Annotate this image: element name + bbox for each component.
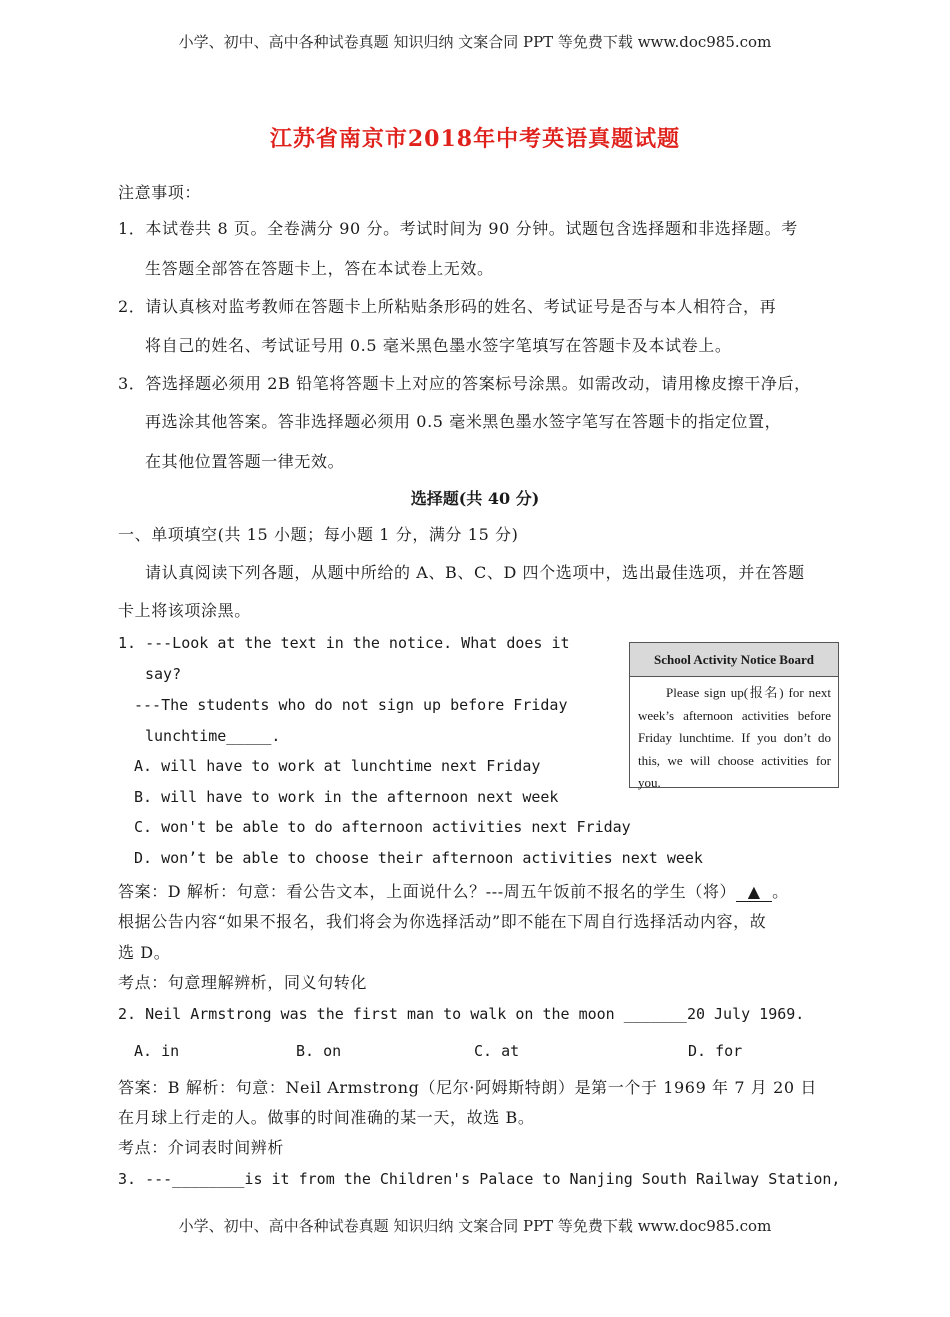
notice-board-header: School Activity Notice Board [630, 643, 838, 677]
q2-answer-line-2: 在月球上行走的人。做事的时间准确的某一天，故选 B。 [118, 1108, 535, 1127]
note-item-1-line-2: 生答题全部答在答题卡上，答在本试卷上无效。 [145, 259, 494, 278]
answer-blank: ▲ [736, 882, 772, 902]
note-item-3-line-1: 3．答选择题必须用 2B 铅笔将答题卡上对应的答案标号涂黑。如需改动，请用橡皮擦干净后， [118, 374, 811, 393]
q1-answer-text: 答案：D 解析：句意：看公告文本，上面说什么？---周五午饭前不报名的学生（将） [118, 882, 737, 901]
q2-option-a: A. in [134, 1042, 180, 1060]
note-item-2-line-2: 将自己的姓名、考试证号用 0.5 毫米黑色墨水签字笔填写在答题卡及本试卷上。 [145, 336, 732, 355]
note-item-3-line-2: 再选涂其他答案。答非选择题必须用 0.5 毫米黑色墨水签字笔写在答题卡的指定位置， [145, 412, 782, 431]
q3-stem: 3. ---________is it from the Children's Palace to Nanjing South Railway Station, [118, 1170, 841, 1188]
page-title: 江苏省南京市2018年中考英语真题试题 [269, 126, 681, 152]
q1-stem-line-4: lunchtime_____. [145, 727, 281, 745]
q1-answer-line-3: 选 D。 [118, 943, 171, 962]
q2-option-c: C. at [474, 1042, 520, 1060]
q1-stem-line-1: 1. ---Look at the text in the notice. What does it [118, 634, 570, 652]
q1-stem-line-3: ---The students who do not sign up before Friday [134, 696, 568, 714]
q1-answer-line-1 [118, 879, 789, 902]
q1-key-point: 考点：句意理解辨析，同义句转化 [118, 973, 368, 992]
q2-answer-line-1: 答案：B 解析：句意：Neil Armstrong（尼尔·阿姆斯特朗）是第一个于 1969 年 7 月 20 日 [118, 1078, 817, 1097]
q2-option-b: B. on [296, 1042, 342, 1060]
q2-option-d: D. for [688, 1042, 743, 1060]
footer-banner: 小学、初中、高中各种试卷真题 知识归纳 文案合同 PPT 等免费下载 www.doc985.com [178, 1217, 772, 1235]
notice-board-body: Please sign up(报名) for next week’s afternoon activities before Friday lunchtime. If you don’t do this, we will choose activities for you. [638, 685, 831, 790]
q1-answer-end: 。 [772, 882, 789, 901]
note-item-1-line-1: 1．本试卷共 8 页。全卷满分 90 分。考试时间为 90 分钟。试题包含选择题和非选择题。考 [118, 219, 798, 238]
q1-option-c: C. won't be able to do afternoon activities next Friday [134, 818, 631, 836]
q2-key-point: 考点：介词表时间辨析 [118, 1138, 285, 1157]
section-heading: 选择题(共 40 分) [410, 489, 540, 508]
q1-option-a: A. will have to work at lunchtime next Friday [134, 757, 541, 775]
note-item-2-line-1: 2．请认真核对监考教师在答题卡上所粘贴条形码的姓名、考试证号是否与本人相符合，再 [118, 297, 777, 316]
instructions-line-2: 卡上将该项涂黑。 [118, 601, 251, 620]
q1-answer-line-2: 根据公告内容“如果不报名，我们将会为你选择活动”即不能在下周自行选择活动内容，故 [118, 912, 767, 931]
q1-stem-line-2: say? [145, 665, 182, 683]
header-banner: 小学、初中、高中各种试卷真题 知识归纳 文案合同 PPT 等免费下载 www.doc985.com [178, 33, 772, 51]
notice-board [629, 642, 839, 788]
note-item-3-line-3: 在其他位置答题一律无效。 [145, 452, 345, 471]
part-one-heading: 一、单项填空(共 15 小题；每小题 1 分，满分 15 分) [118, 525, 519, 544]
q1-option-d: D. won’t be able to choose their afternoon activities next week [134, 849, 703, 867]
notes-heading: 注意事项： [118, 183, 202, 202]
instructions-line-1: 请认真阅读下列各题，从题中所给的 A、B、C、D 四个选项中，选出最佳选项，并在答题 [145, 563, 805, 582]
q2-stem: 2. Neil Armstrong was the first man to walk on the moon _______20 July 1969. [118, 1005, 805, 1023]
q1-option-b: B. will have to work in the afternoon next week [134, 788, 559, 806]
